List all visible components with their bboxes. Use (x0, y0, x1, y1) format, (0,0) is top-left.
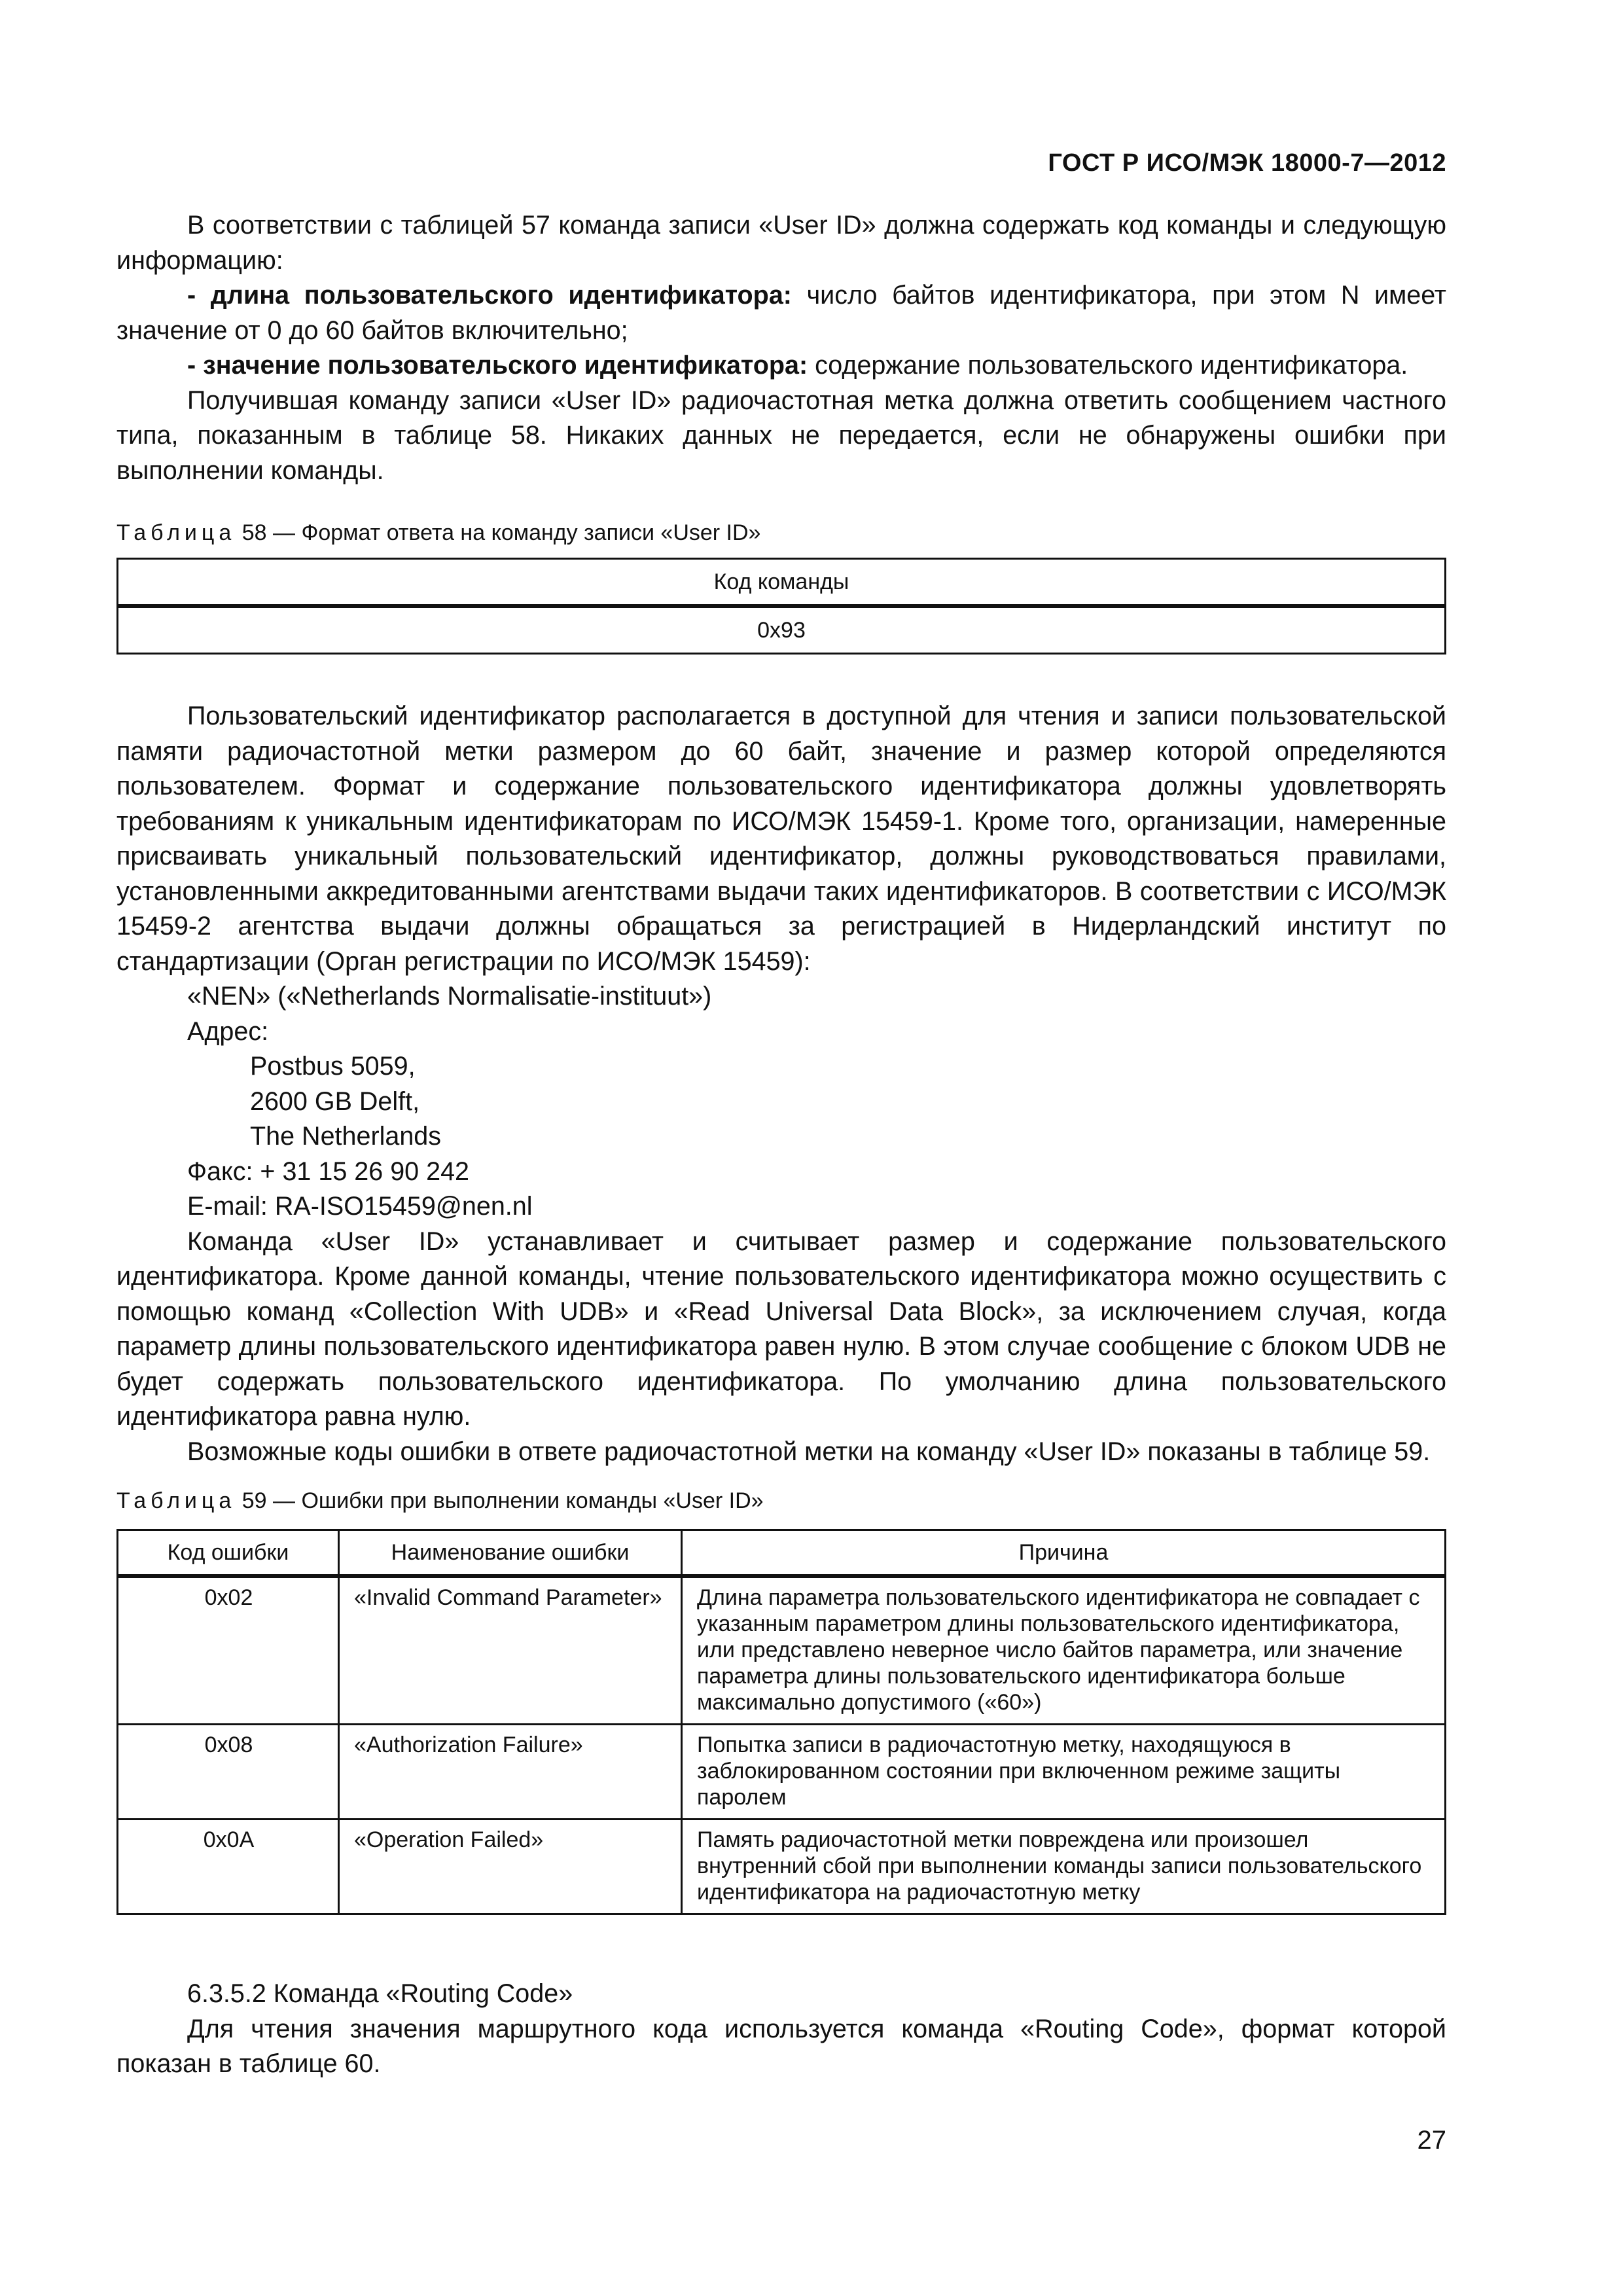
address-label: Адрес: (187, 1016, 269, 1046)
table-header-cell: Код команды (118, 559, 1446, 607)
intro-block (116, 208, 1446, 488)
table-header-row (118, 1530, 1446, 1577)
document-page (116, 0, 1446, 2296)
error-reason-cell: Память радиочастотной метки повреждена или произошел внутренний сбой при выполнении команды записи пользовательского идентификатора на радиочастотную метку (682, 1820, 1446, 1914)
fax-line: Факс: + 31 15 26 90 242 (187, 1157, 470, 1186)
paragraph: В соответствии с таблицей 57 команда записи «User ID» должна содержать код команды и следующую информацию: (116, 211, 1446, 275)
table-58 (116, 558, 1446, 655)
term-definition: число байтов идентификатора, при этом N имеет значение от 0 до 60 байтов включительно; (116, 281, 1446, 345)
term-definition: содержание пользовательского идентификатора. (808, 351, 1408, 380)
error-code-cell: 0x0A (118, 1820, 339, 1914)
term: - длина пользовательского идентификатора: (187, 281, 792, 310)
caption-label: Таблица (116, 1488, 236, 1513)
column-header: Наименование ошибки (339, 1530, 682, 1577)
list-item (116, 348, 1446, 384)
error-code-cell: 0x08 (118, 1725, 339, 1820)
column-header: Причина (682, 1530, 1446, 1577)
document-header: ГОСТ Р ИСО/МЭК 18000-7—2012 (1048, 149, 1446, 177)
error-reason-cell: Длина параметра пользовательского идентификатора не совпадает с указанным параметром длины пользовательского идентификатора, или представлено неверное число байтов параметра, или значение параметра длины пользовательского идентификатора больше максимально допустимого («60») (682, 1576, 1446, 1725)
address-line: Postbus 5059, (250, 1052, 416, 1081)
error-name-cell: «Invalid Command Parameter» (339, 1576, 682, 1725)
caption-label: Таблица (116, 520, 236, 545)
list-item (116, 278, 1446, 348)
organization-line: «NEN» («Netherlands Normalisatie-instituut») (187, 982, 712, 1011)
paragraph: Для чтения значения маршрутного кода используется команда «Routing Code», формат которой показан в таблице 60. (116, 2014, 1446, 2078)
paragraph: Возможные коды ошибки в ответе радиочастотной метки на команду «User ID» показаны в таблице 59. (187, 1437, 1431, 1466)
caption-title: 58 — Формат ответа на команду записи «User ID» (236, 520, 761, 545)
section-block (116, 1977, 1446, 2082)
column-header: Код ошибки (118, 1530, 339, 1577)
table-59 (116, 1529, 1446, 1915)
error-reason-cell: Попытка записи в радиочастотную метку, находящуюся в заблокированном состоянии при включенном режиме защиты паролем (682, 1725, 1446, 1820)
paragraph: Получившая команду записи «User ID» радиочастотная метка должна ответить сообщением частного типа, показанным в таблице 58. Никаких данных не передается, если не обнаружены ошибки при выполнении команды. (116, 386, 1446, 485)
email-line: E-mail: RA-ISO15459@nen.nl (187, 1192, 533, 1221)
table-row (118, 1576, 1446, 1725)
paragraph: Пользовательский идентификатор располагается в доступной для чтения и записи пользовательской памяти радиочастотной метки размером до 60 байт, значение и размер которой определяются пользователем. Формат и содержание пользовательского идентификатора должны удовлетворять требованиям к уникальным идентификаторам по ИСО/МЭК 15459-1. Кроме того, организации, намеренные присваивать уникальный пользовательский идентификатор, должны руководствоваться правилами, установленными аккредитованными агентствами выдачи таких идентификаторов. В соответствии с ИСО/МЭК 15459-2 агентства выдачи должны обращаться за регистрацией в Нидерландский институт по стандартизации (Орган регистрации по ИСО/МЭК 15459): (116, 702, 1446, 976)
caption-title: 59 — Ошибки при выполнении команды «User ID» (236, 1488, 764, 1513)
table-cell: 0x93 (118, 606, 1446, 654)
address-line: 2600 GB Delft, (250, 1086, 420, 1116)
table-59-caption (116, 1487, 764, 1515)
error-name-cell: «Authorization Failure» (339, 1725, 682, 1820)
address-line: The Netherlands (250, 1122, 442, 1151)
table-58-caption (116, 519, 760, 547)
body-block (116, 699, 1446, 1469)
term: - значение пользовательского идентификатора: (187, 351, 808, 380)
error-name-cell: «Operation Failed» (339, 1820, 682, 1914)
error-code-cell: 0x02 (118, 1576, 339, 1725)
table-row (118, 1820, 1446, 1914)
paragraph: Команда «User ID» устанавливает и считывает размер и содержание пользовательского идентификатора. Кроме данной команды, чтение пользовательского идентификатора можно осуществить с помощью команд «Collection With UDB» и «Read Universal Data Block», за исключением случая, когда параметр длины пользовательского идентификатора равен нулю. В этом случае сообщение с блоком UDB не будет содержать пользовательского идентификатора. По умолчанию длина пользовательского идентификатора равна нулю. (116, 1227, 1446, 1431)
section-heading: 6.3.5.2 Команда «Routing Code» (187, 1979, 573, 2008)
page-number: 27 (1417, 2126, 1446, 2155)
table-row (118, 1725, 1446, 1820)
